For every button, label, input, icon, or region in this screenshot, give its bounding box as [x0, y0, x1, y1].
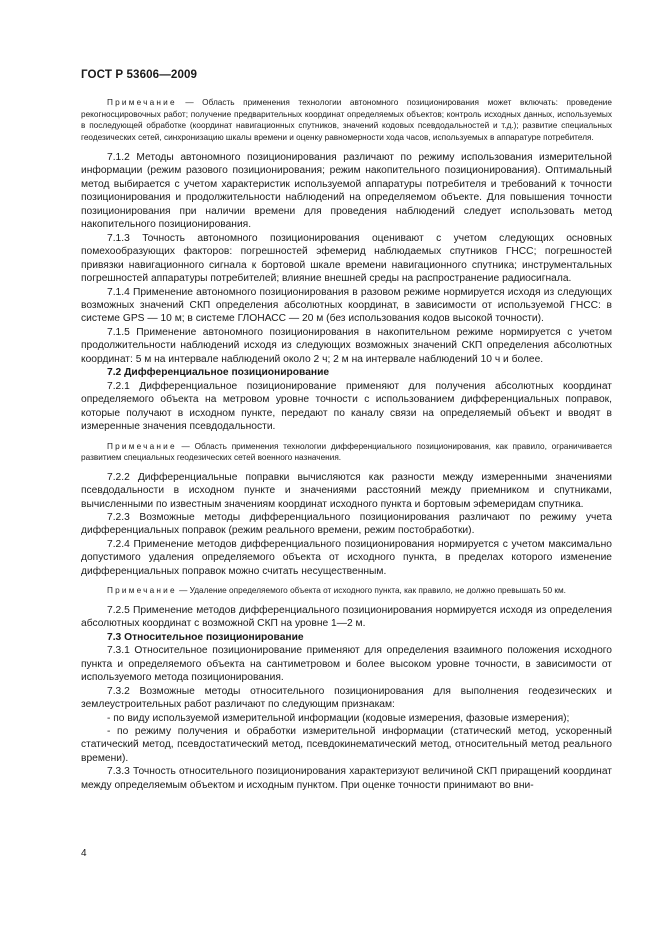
clause-7-3-1: 7.3.1 Относительное позиционирование применяют для определения взаимного положения исходного пункта и определяемого объекта на сантиметровом и более высоком уровне точности, в зависимости от используемого метода позиционирования.	[81, 645, 612, 684]
note-1: Примечание — Область применения технологии автономного позиционирования может включать: проведение рекогносцировочных работ; получение предварительных координат определяемых объектов; контроль исходных данных, используемых в последующей обработке (координат навигационных спутников, значений кодовых псевдодальностей и т.д.); развитие специальных геодезических сетей, синхронизацию шкалы времени и оценку равномерности хода часов, используемых в аппаратуре потребителя.	[81, 98, 612, 142]
page-header: ГОСТ Р 53606—2009	[81, 68, 198, 81]
clause-7-3-2: 7.3.2 Возможные методы относительного позиционирования для выполнения геодезических и землеустроительных работ различают по следующим признакам:	[81, 685, 612, 711]
clause-7-2-1: 7.2.1 Дифференциальное позиционирование применяют для получения абсолютных координат определяемого объекта на метровом уровне точности с использованием дифференциальных поправок, которые получают в исходном пункте, передают по каналу связи на определяемый объект и вводят в измеренные значения псевдодальности.	[81, 380, 612, 433]
list-item-1: - по виду используемой измерительной информации (кодовые измерения, фазовые измерения);	[107, 712, 570, 724]
note-2: Примечание — Область применения технологии дифференциального позиционирования, как правило, ограничивается развитием специальных геодезических сетей военного назначения.	[81, 441, 613, 463]
page-body	[81, 97, 612, 792]
note-3: Примечание — Удаление определяемого объекта от исходного пункта, как правило, не должно превышать 50 км.	[107, 586, 566, 596]
note-label: Примечание	[107, 586, 177, 596]
section-heading-7-2: 7.2 Дифференциальное позиционирование	[107, 367, 330, 379]
clause-7-1-4: 7.1.4 Применение автономного позиционирования в разовом режиме нормируется исходя из следующих возможных значений СКП определения абсолютных координат, в зависимости от используемой ГНСС: в системе GPS — 10 м; в системе ГЛОНАСС — 20 м (без использования кодов высокой точности).	[81, 286, 612, 325]
note-label: Примечание	[107, 98, 177, 107]
clause-7-2-3: 7.2.3 Возможные методы дифференциального позиционирования различают по режиму учета дифференциальных поправок (режим реального времени, режим постобработки).	[81, 512, 612, 537]
clause-7-3-3: 7.3.3 Точность относительного позиционирования характеризуют величиной СКП приращений координат между определяемым объектом и исходным пунктом. При оценке точности принимают во вни-	[81, 766, 612, 791]
clause-7-1-2: 7.1.2 Методы автономного позиционирования различают по режиму использования измерительной информации (режим разового позиционирования; режим накопительного позиционирования). Оптимальный метод выбирается с учетом характеристик используемой аппаратуры потребителя и требований к точности позиционирования и продолжительности наблюдений на определяемом объекте. Для повышения точности позиционирования при наличии времени для проведения наблюдений следует использовать метод накопительного позиционирования.	[81, 152, 612, 231]
note-label: Примечание	[107, 441, 177, 451]
clause-7-2-4: 7.2.4 Применение методов дифференциального позиционирования нормируется с учетом максимально допустимого удаления определяемого объекта от исходного пункта, в пределах которого изменение дифференциальных поправок можно считать несущественным.	[81, 538, 612, 577]
clause-7-2-5: 7.2.5 Применение методов дифференциального позиционирования нормируется исходя из определения абсолютных координат с возможной СКП на уровне 1—2 м.	[81, 604, 612, 630]
section-heading-7-3: 7.3 Относительное позиционирование	[107, 631, 304, 643]
clause-7-1-5: 7.1.5 Применение автономного позиционирования в накопительном режиме нормируется с учетом продолжительности наблюдений исходя из следующих возможных значений СКП определения абсолютных координат: 5 м на интервале наблюдений около 2 ч; 2 м на интервале наблюдений 10 ч и более.	[81, 326, 612, 365]
page-number: 4	[81, 848, 87, 859]
clause-7-2-2: 7.2.2 Дифференциальные поправки вычисляются как разности между измеренными значениями псевдодальности в исходном пункте и значениями расстояний между приемником и спутниками, вычисленными по известным значениям координат исходного пункта и бортовым эфемеридам спутника.	[81, 471, 612, 510]
clause-7-1-3: 7.1.3 Точность автономного позиционирования оценивают с учетом следующих основных помехообразующих факторов: погрешностей эфемерид наблюдаемых спутников ГНСС; погрешностей привязки навигационного сигнала к бортовой шкале времени навигационного спутника; инструментальных погрешностей аппаратуры потребителей; влияние внешней среды на распространение радиосигнала.	[81, 232, 612, 285]
list-item-2: - по режиму получения и обработки измерительной информации (статический метод, ускоренный статический метод, псевдостатический метод, псевдокинематический метод, относительный метод реального времени).	[81, 726, 612, 764]
